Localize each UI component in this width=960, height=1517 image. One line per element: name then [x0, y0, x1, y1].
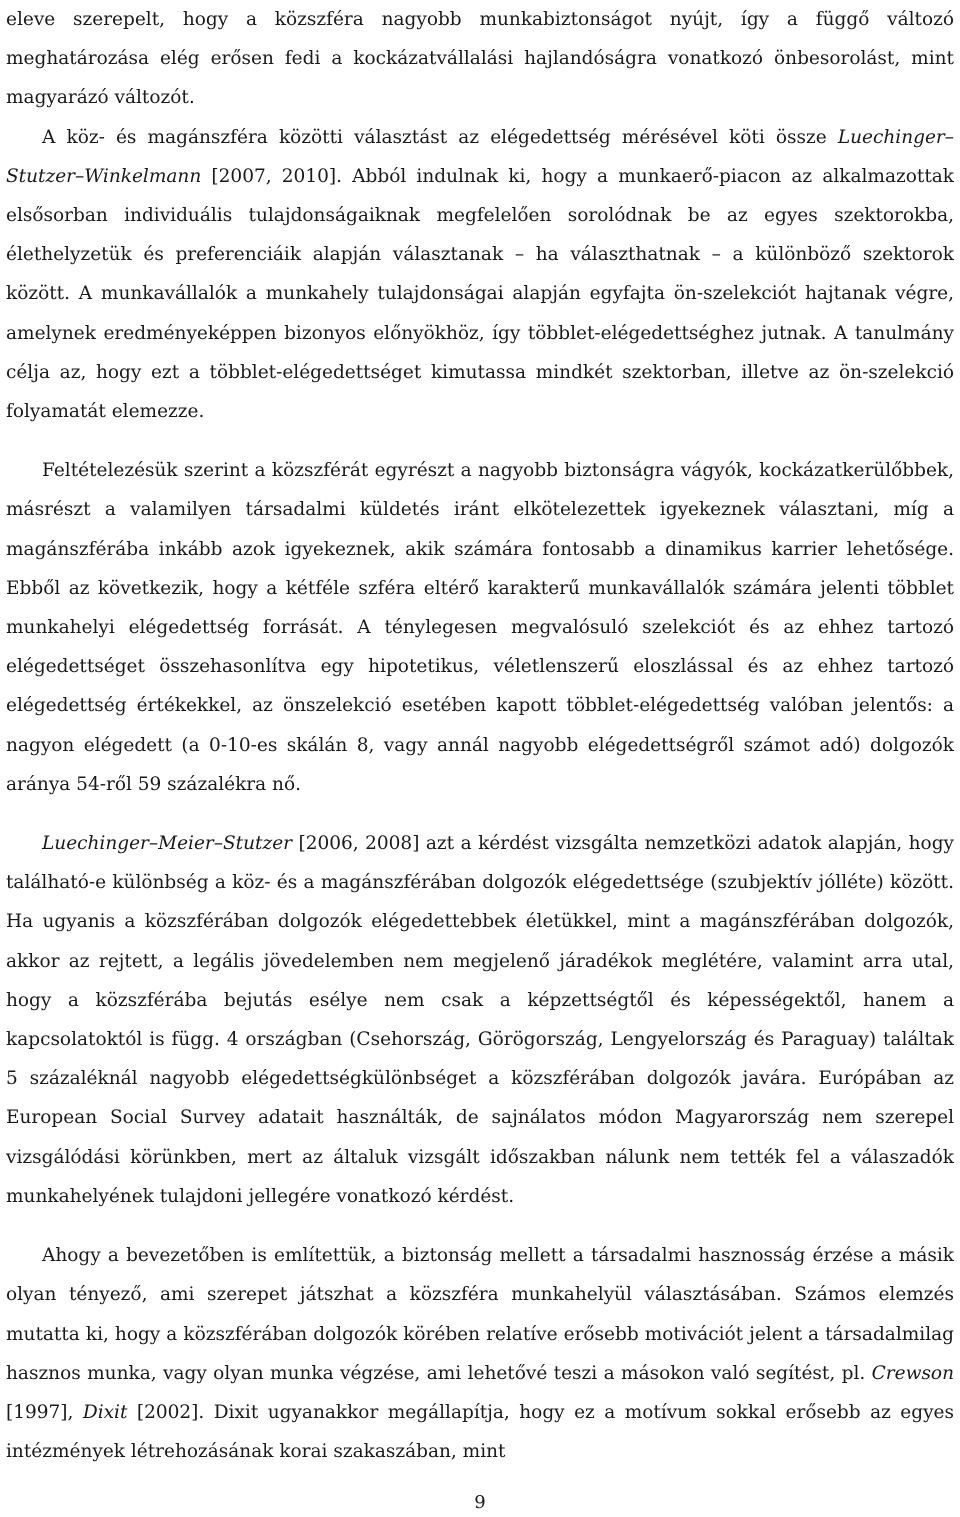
- paragraph-luechinger-stutzer-winkelmann: [6, 118, 954, 432]
- paragraph-text: [1997],: [6, 1401, 83, 1423]
- paragraph-luechinger-meier-stutzer: [6, 824, 954, 1216]
- author-citation: Luechinger–Stutzer–Winkelmann: [6, 126, 954, 187]
- author-citation: Luechinger–Meier–Stutzer: [42, 833, 292, 855]
- author-citation: Dixit: [82, 1401, 128, 1423]
- paragraph-social-usefulness: [6, 1236, 954, 1471]
- page-number: 9: [474, 1492, 486, 1513]
- paragraph-text: eleve szerepelt, hogy a közszféra nagyobb munkabiztonságot nyújt, így a függő változó meghatározása elég erősen fedi a kockázatvállalási hajlandóságra vonatkozó önbesorolást, mint magyarázó változót.: [6, 9, 954, 109]
- document-page: [6, 0, 954, 1471]
- author-citation: Crewson: [871, 1362, 954, 1384]
- paragraph-text: [2007, 2010]. Abból indulnak ki, hogy a munkaerő-piacon az alkalmazottak elsősorban individuális tulajdonságaiknak megfelelően sorolódnak be az egyes szektorokba, élethelyzetük és preferenciáik alapján választanak – ha választhatnak – a különböző szektorok között. A munkavállalók a munkahely tulajdonságai alapján egyfajta ön-szelekciót hajtanak végre, amelynek eredményeképpen bizonyos előnyökhöz, így többlet-elégedettséghez jutnak. A tanulmány célja az, hogy ezt a többlet-elégedettséget kimutassa mindkét szektorban, illetve az ön-szelekció folyamatát elemezze.: [6, 165, 954, 423]
- paragraph-text: [2002]. Dixit ugyanakkor megállapítja, hogy ez a motívum sokkal erősebb az egyes intézmények létrehozásának korai szakaszában, mint: [6, 1401, 954, 1463]
- paragraph-hypothesis: [6, 451, 954, 804]
- paragraph-text: Ahogy a bevezetőben is említettük, a biztonság mellett a társadalmi hasznosság érzése a másik olyan tényező, ami szerepet játszhat a közszféra munkahelyül választásában. Számos elemzés mutatta ki, hogy a közszférában dolgozók körében relatíve erősebb motivációt jelent a társadalmilag hasznos munka, vagy olyan munka végzése, ami lehetővé teszi a másokon való segítést, pl.: [6, 1245, 954, 1384]
- paragraph-text: A köz- és magánszféra közötti választást az elégedettség mérésével köti össze: [42, 126, 838, 148]
- paragraph-text: [2006, 2008] azt a kérdést vizsgálta nemzetközi adatok alapján, hogy található-e különbség a köz- és a magánszférában dolgozók elégedettsége (szubjektív jólléte) között. Ha ugyanis a közszférában dolgozók elégedettebbek életükkel, mint a magánszférában dolgozók, akkor az rejtett, a legális jövedelemben nem megjelenő járadékok meglétére, valamint arra utal, hogy a közszférába bejutás esélye nem csak a képzettségtől és képességektől, hanem a kapcsolatoktól is függ. 4 országban (Csehország, Görögország, Lengyelország és Paraguay) találtak 5 százaléknál nagyobb elégedettségkülönbséget a közszférában dolgozók javára. Európában az European Social Survey adatait használták, de sajnálatos módon Magyarország nem szerepel vizsgálódási körünkben, mert az általuk vizsgált időszakban nálunk nem tették fel a válaszadók munkahelyének tulajdoni jellegére vonatkozó kérdést.: [6, 833, 954, 1207]
- paragraph-text: Feltételezésük szerint a közszférát egyrészt a nagyobb biztonságra vágyók, kockázatkerülőbbek, másrészt a valamilyen társadalmi küldetés iránt elkötelezettek igyekeznek választani, míg a magánszférába inkább azok igyekeznek, akik számára fontosabb a dinamikus karrier lehetősége. Ebből az következik, hogy a kétféle szféra eltérő karakterű munkavállalók számára jelenti többlet munkahelyi elégedettség forrását. A ténylegesen megvalósuló szelekciót és az ehhez tartozó elégedettséget összehasonlítva egy hipotetikus, véletlenszerű eloszlással és az ehhez tartozó elégedettség értékekkel, az önszelekció esetében kapott többlet-elégedettség valóban jelentős: a nagyon elégedett (a 0-10-es skálán 8, vagy annál nagyobb elégedettségről számot adó) dolgozók aránya 54-ről 59 százalékra nő.: [6, 460, 954, 795]
- paragraph-continuation: [6, 0, 954, 118]
